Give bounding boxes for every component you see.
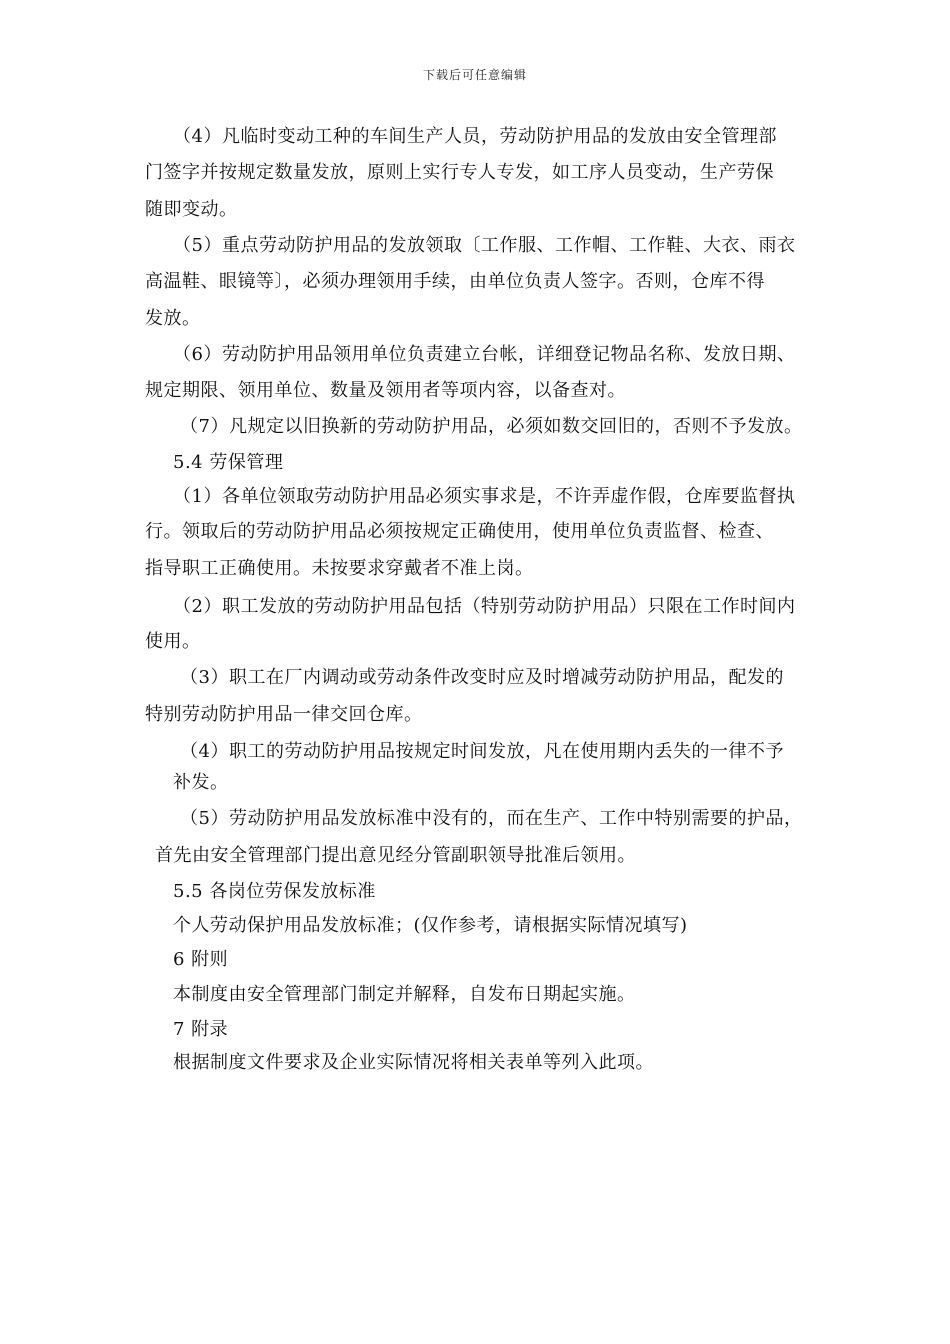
paragraph-line: （4）职工的劳动防护用品按规定时间发放，凡在使用期内丢失的一律不予 — [180, 741, 784, 762]
paragraph-line: 个人劳动保护用品发放标准；(仅作参考，请根据实际情况填写) — [173, 915, 688, 936]
paragraph-line: 行。领取后的劳动防护用品必须按规定正确使用，使用单位负责监督、检查、 — [145, 521, 774, 542]
paragraph-line: 规定期限、领用单位、数量及领用者等项内容，以备查对。 — [145, 380, 626, 401]
paragraph-line: 门签字并按规定数量发放，原则上实行专人专发，如工序人员变动，生产劳保 — [145, 162, 774, 183]
paragraph-line: 补发。 — [173, 772, 229, 793]
paragraph-line: 使用。 — [145, 631, 201, 652]
page-header: 下载后可任意编辑 — [422, 68, 527, 82]
paragraph-line: 指导职工正确使用。未按要求穿戴者不准上岗。 — [145, 558, 534, 579]
section-heading: 5.5 各岗位劳保发放标准 — [173, 881, 376, 902]
paragraph-line: （4）凡临时变动工种的车间生产人员，劳动防护用品的发放由安全管理部 — [173, 126, 777, 147]
paragraph-line: 高温鞋、眼镜等〕，必须办理领用手续，由单位负责人签字。否则，仓库不得 — [145, 271, 765, 292]
paragraph-line: 特别劳动防护用品一律交回仓库。 — [145, 704, 423, 725]
paragraph-line: 本制度由安全管理部门制定并解释，自发布日期起实施。 — [173, 984, 636, 1005]
paragraph-line: （2）职工发放的劳动防护用品包括（特别劳动防护用品）只限在工作时间内 — [173, 596, 796, 617]
section-heading: 5.4 劳保管理 — [173, 452, 284, 473]
paragraph-line: 随即变动。 — [145, 199, 238, 220]
paragraph-line: 发放。 — [145, 308, 201, 329]
paragraph-line: （3）职工在厂内调动或劳动条件改变时应及时增减劳动防护用品，配发的 — [180, 667, 784, 688]
paragraph-line: （7）凡规定以旧换新的劳动防护用品，必须如数交回旧的，否则不予发放。 — [180, 416, 803, 437]
section-heading: 6 附则 — [173, 949, 229, 970]
paragraph-line: 首先由安全管理部门提出意见经分管副职领导批准后领用。 — [155, 845, 636, 866]
paragraph-line: （1）各单位领取劳动防护用品必须实事求是，不许弄虚作假，仓库要监督执 — [173, 486, 796, 507]
paragraph-line: （6）劳动防护用品领用单位负责建立台帐，详细登记物品名称、发放日期、 — [173, 344, 796, 365]
paragraph-line: （5）重点劳动防护用品的发放领取〔工作服、工作帽、工作鞋、大衣、雨衣 — [173, 235, 796, 256]
paragraph-line: 根据制度文件要求及企业实际情况将相关表单等列入此项。 — [173, 1052, 654, 1073]
section-heading: 7 附录 — [173, 1019, 229, 1040]
paragraph-line: （5）劳动防护用品发放标准中没有的，而在生产、工作中特别需要的护品， — [180, 808, 803, 829]
